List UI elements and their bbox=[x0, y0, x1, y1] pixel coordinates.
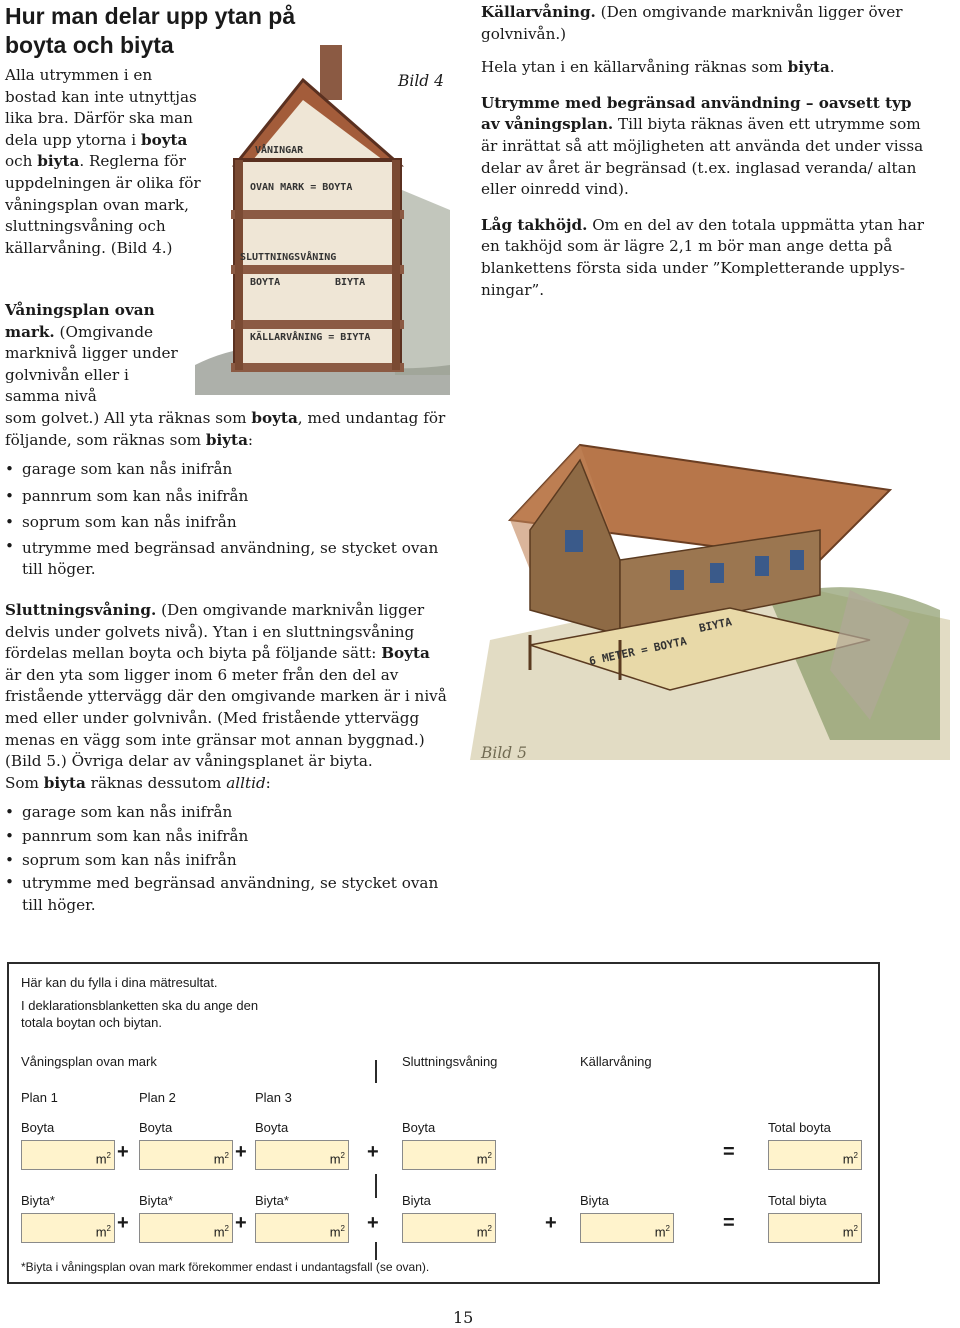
biyta-plan2-field[interactable] bbox=[139, 1213, 233, 1243]
equals-sign: = bbox=[723, 1212, 735, 1234]
total-boyta-field[interactable] bbox=[768, 1140, 862, 1170]
list-item: • garage som kan nås inifrån bbox=[5, 800, 445, 824]
ill4-label: OVAN MARK = BOYTA bbox=[250, 182, 353, 193]
vaningsplan-text-wide: som golvet.) All yta räknas som bbox=[5, 409, 252, 427]
biyta-plan3-field[interactable] bbox=[255, 1213, 349, 1243]
ill4-label: KÄLLARVÅNING = BIYTA bbox=[250, 332, 371, 343]
form-intro-1: Här kan du fylla i dina mätresultat. bbox=[21, 975, 218, 990]
sluttning-biyta-list bbox=[5, 800, 445, 916]
total-boyta-label: Total boyta bbox=[768, 1120, 831, 1135]
form-intro-2: I deklarationsblanketten ska du ange den totala boytan och biytan. bbox=[21, 998, 259, 1030]
equals-sign: = bbox=[723, 1141, 735, 1163]
house-on-slope-illustration bbox=[470, 370, 950, 760]
sluttning-section bbox=[5, 600, 450, 794]
kallar-biyta: biyta bbox=[787, 58, 830, 77]
lagtak-text: Om en del av den totala uppmätta ytan har en takhöjd som är lägre 2,1 m bör man ange detta på blankettens första sida under ”Kompletterande upplysningar”. bbox=[481, 215, 925, 299]
sluttning-text: räknas dessutom bbox=[85, 773, 227, 792]
boyta-plan1-field[interactable] bbox=[21, 1140, 115, 1170]
intro-biyta: biyta bbox=[37, 152, 80, 171]
kallar-text: . bbox=[829, 58, 835, 77]
form-footnote: *Biyta i våningsplan ovan mark förekommer endast i undantagsfall (se ovan). bbox=[21, 1260, 430, 1274]
plus-sign: + bbox=[117, 1212, 129, 1234]
plan2-label: Plan 2 bbox=[139, 1090, 176, 1105]
intro-text: Alla utrymmen i en bostad kan inte utnyttjas lika bra. Därför ska man dela upp ytorna i bbox=[5, 66, 197, 149]
unit: $m^2$ bbox=[476, 1223, 492, 1239]
col-header-vaningsplan: Våningsplan ovan mark bbox=[21, 1054, 157, 1069]
boyta-plan2-field[interactable] bbox=[139, 1140, 233, 1170]
total-biyta-label: Total biyta bbox=[768, 1193, 827, 1208]
begransad-heading: Utrymme med begränsad användning – oavsett typ av våningsplan. bbox=[481, 93, 912, 134]
sluttning-text: : bbox=[265, 773, 271, 792]
right-column bbox=[481, 2, 931, 315]
vaningsplan-boyta: boyta bbox=[251, 409, 298, 427]
list-item: • soprum som kan nås inifrån bbox=[5, 509, 445, 536]
ill4-label: VÅNINGAR bbox=[255, 145, 304, 156]
vaningsplan-text: : bbox=[247, 430, 254, 449]
divider bbox=[375, 1174, 377, 1198]
plus-sign: + bbox=[367, 1141, 379, 1163]
ill4-label: BOYTA bbox=[250, 277, 281, 288]
intro-boyta: boyta bbox=[140, 130, 188, 149]
kallar-paragraph bbox=[481, 2, 931, 45]
vaningsplan-text-narrow: (Omgivande marknivå ligger under golvnivån eller i samma nivå bbox=[5, 322, 178, 406]
ill4-label: SLUTTNINGSVÅNING bbox=[240, 252, 337, 263]
unit: $m^2$ bbox=[95, 1150, 111, 1166]
biyta-label: Biyta bbox=[580, 1193, 609, 1208]
vaningsplan-heading: Våningsplan ovan mark. bbox=[5, 301, 155, 341]
unit: $m^2$ bbox=[329, 1150, 345, 1166]
vaningsplan-biyta: biyta bbox=[205, 430, 248, 449]
unit: $m^2$ bbox=[842, 1150, 858, 1166]
page-number: 15 bbox=[453, 1308, 474, 1327]
sluttning-alltid: alltid bbox=[226, 773, 266, 792]
divider bbox=[375, 1242, 377, 1260]
boyta-label: Boyta bbox=[139, 1120, 173, 1135]
plus-sign: + bbox=[367, 1212, 379, 1234]
col-header-kallar: Källarvåning bbox=[580, 1054, 652, 1069]
sluttning-text: Som bbox=[5, 773, 44, 792]
sluttning-heading: Sluttningsvåning. bbox=[5, 601, 157, 619]
ill4-label: BIYTA bbox=[335, 277, 366, 288]
plan3-label: Plan 3 bbox=[255, 1090, 292, 1105]
kallar-heading: Källarvåning. bbox=[481, 3, 596, 21]
list-item: • pannrum som kan nås inifrån bbox=[5, 483, 445, 510]
kallar-text: (Den omgivande marknivån ligger över golvnivån.) bbox=[481, 3, 903, 43]
plan1-label: Plan 1 bbox=[21, 1090, 58, 1105]
vaningsplan-wide bbox=[5, 408, 455, 451]
boyta-label: Boyta bbox=[255, 1120, 289, 1135]
boyta-sluttning-field[interactable] bbox=[402, 1140, 496, 1170]
lagtak-heading: Låg takhöjd. bbox=[481, 215, 588, 234]
biyta-star-label: Biyta* bbox=[21, 1193, 55, 1208]
biyta-label: Biyta bbox=[402, 1193, 431, 1208]
biyta-kallar-field[interactable] bbox=[580, 1213, 674, 1243]
kallar-paragraph-2 bbox=[481, 57, 931, 79]
list-item: • garage som kan nås inifrån bbox=[5, 456, 445, 483]
unit: $m^2$ bbox=[95, 1223, 111, 1239]
page-title: Hur man delar upp ytan på boyta och biyta bbox=[5, 3, 296, 58]
unit: $m^2$ bbox=[329, 1223, 345, 1239]
sluttning-biyta: biyta bbox=[43, 773, 86, 792]
biyta-sluttning-field[interactable] bbox=[402, 1213, 496, 1243]
total-biyta-field[interactable] bbox=[768, 1213, 862, 1243]
divider bbox=[375, 1060, 377, 1083]
begransad-paragraph bbox=[481, 93, 931, 201]
unit: $m^2$ bbox=[842, 1223, 858, 1239]
unit: $m^2$ bbox=[213, 1150, 229, 1166]
unit: $m^2$ bbox=[476, 1150, 492, 1166]
plus-sign: + bbox=[117, 1141, 129, 1163]
col-header-sluttning: Sluttningsvåning bbox=[402, 1054, 498, 1069]
lagtak-paragraph bbox=[481, 215, 931, 301]
sluttning-text: är den yta som ligger inom 6 meter från den del av fristående yttervägg där den omgivande marken är i nivå med eller under golvnivån. (Med fristående yttervägg menas en vägg som inte gränsar mot annan byggnad.) (Bild 5.) Övriga delar av våningsplanet är biyta. bbox=[5, 665, 447, 771]
boyta-label: Boyta bbox=[402, 1120, 436, 1135]
list-item: • soprum som kan nås inifrån bbox=[5, 848, 445, 872]
measurement-form bbox=[7, 962, 880, 1284]
ill5-label: 6 METER = BOYTA bbox=[587, 634, 688, 668]
caption-bild4: Bild 4 bbox=[398, 72, 445, 90]
plus-sign: + bbox=[235, 1212, 247, 1234]
intro-paragraph bbox=[5, 65, 205, 259]
sluttning-boyta: Boyta bbox=[381, 644, 430, 663]
vaningsplan-biyta-list bbox=[5, 456, 445, 581]
house-cross-section-illustration bbox=[195, 35, 450, 395]
vaningsplan-narrow bbox=[5, 300, 180, 408]
list-item: • utrymme med begränsad användning, se stycket ovan till höger. bbox=[5, 872, 445, 916]
plus-sign: + bbox=[545, 1212, 557, 1234]
boyta-plan3-field[interactable] bbox=[255, 1140, 349, 1170]
intro-text: och bbox=[5, 152, 38, 171]
kallar-text: Hela ytan i en källarvåning räknas som bbox=[481, 58, 788, 77]
biyta-star-label: Biyta* bbox=[139, 1193, 173, 1208]
ill5-label: BIYTA bbox=[697, 615, 734, 635]
sluttning-text: (Den omgivande marknivån ligger delvis under golvets nivå). Ytan i en sluttningsvåning fördelas mellan boyta och biyta på följande sätt: bbox=[5, 601, 425, 663]
unit: $m^2$ bbox=[654, 1223, 670, 1239]
vaningsplan-text: , med undantag för följande, som räknas som bbox=[5, 409, 446, 449]
begransad-text: Till biyta räknas även ett utrymme som är inrättat så att möjligheten att använda det under vissa delar av året är begränsad (t.ex. inglasad veranda/ altan eller oinredd vind). bbox=[481, 115, 924, 199]
unit: $m^2$ bbox=[213, 1223, 229, 1239]
list-item: • utrymme med begränsad användning, se stycket ovan till höger. bbox=[5, 536, 445, 581]
list-item: • pannrum som kan nås inifrån bbox=[5, 824, 445, 848]
boyta-label: Boyta bbox=[21, 1120, 55, 1135]
plus-sign: + bbox=[235, 1141, 247, 1163]
intro-text: . Reglerna för uppdelningen är olika för våningsplan ovan mark, sluttningsvåning och källarvåning. (Bild 4.) bbox=[5, 152, 201, 257]
biyta-plan1-field[interactable] bbox=[21, 1213, 115, 1243]
biyta-star-label: Biyta* bbox=[255, 1193, 289, 1208]
